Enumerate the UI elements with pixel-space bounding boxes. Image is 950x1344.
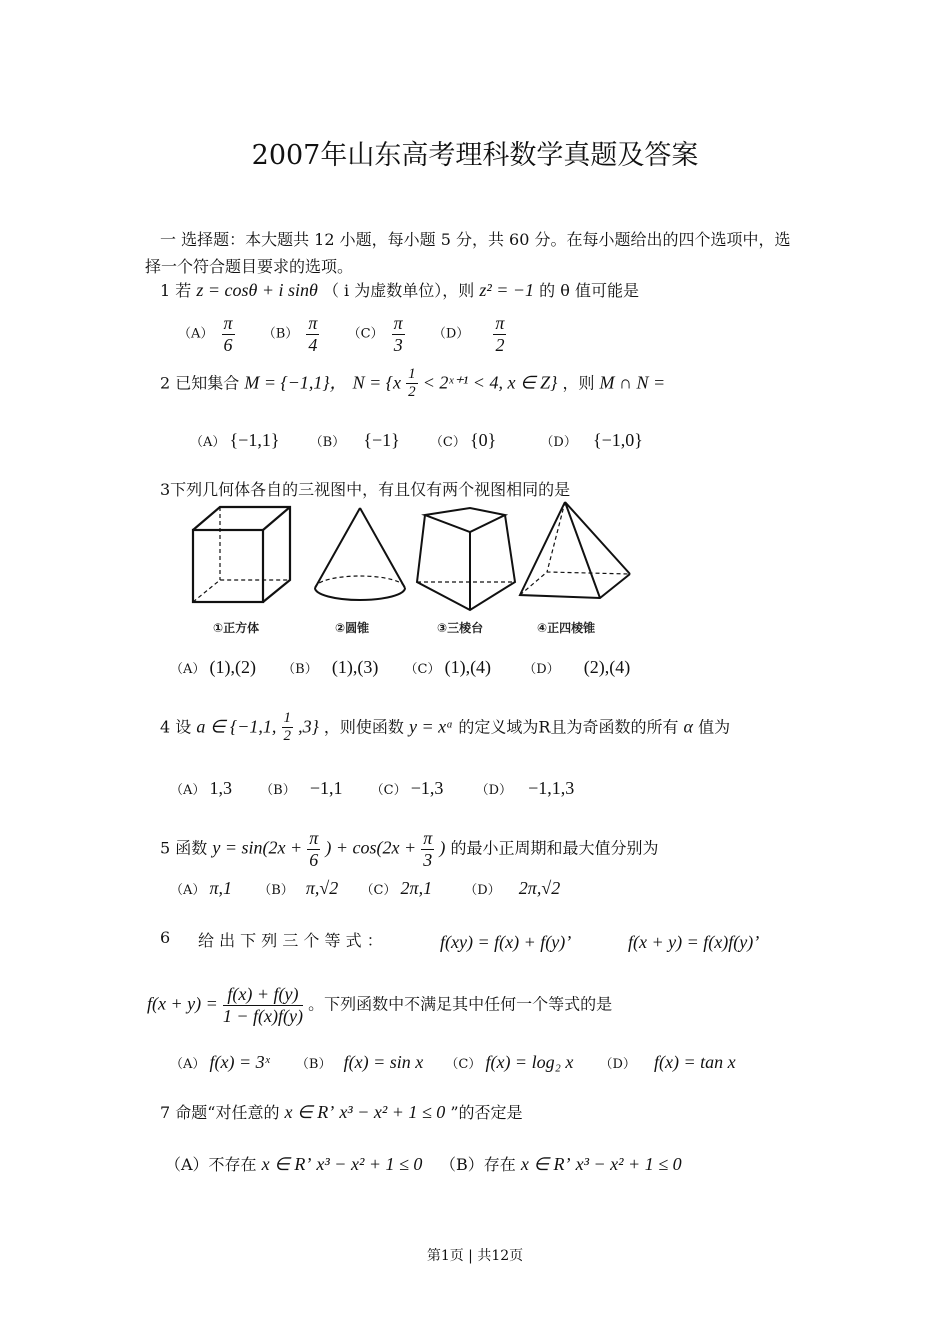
q1-option-b: $\frac{\pi}{4}$ [308,313,318,355]
cube-drawing [193,507,290,602]
q5-options [170,878,560,899]
q5-expr-b: ) + cos(2x + [325,837,417,858]
caption-frustum: ③三棱台 [437,621,484,635]
q2-number: 2 已知集合 [160,373,240,393]
q5-label-b: （B） [258,883,294,898]
q3-label-a: （A） [170,662,206,677]
q2-label-a: （A） [190,435,226,450]
q7-option-a-x: x ∈ R’ [261,1154,312,1174]
q4-label-b: （B） [260,783,296,798]
q2-set-n-post: < 2ˣ⁺¹ < 4, x ∈ Z} [422,372,558,393]
q3-option-a: (1),(2) [209,657,257,677]
q2-set-m: M = {−1,1}， [244,372,348,393]
q5-stem [160,828,658,870]
q1-label-d: （D） [432,326,470,342]
q4-option-b: −1,1 [309,778,343,798]
q7-label-a: （A）不存在 [165,1155,257,1174]
q1-label-a: （A） [178,326,214,342]
q5-expr-c: ) [439,837,446,858]
q3-options [170,657,630,678]
q6-eq3-line [147,984,612,1026]
q6-label-c: （C） [445,1057,482,1072]
q2-fraction: $\frac{1}{2}$ [408,366,416,401]
q3-label-c: （C） [404,662,441,677]
q5-option-d: 2π,√2 [518,878,561,898]
intro-line-1: 一 选择题：本大题共 12 小题，每小题 5 分，共 60 分。在每小题给出的四个选项中，选 [160,230,791,249]
q7-x: x ∈ R’ [284,1102,335,1122]
q6-stem: 给 出 下 列 三 个 等 式 ： [198,931,383,950]
q7-option-b [440,1152,682,1175]
q6-options [170,1052,736,1073]
q4-label-a: （A） [170,783,206,798]
q1-cond: z² = −1 [479,280,535,300]
q5-fraction-2: $\frac{\pi}{3}$ [423,828,433,870]
q1-expr: z = cosθ + i sinθ [196,280,318,300]
q7-option-b-x: x ∈ R’ [520,1154,571,1174]
q1-tail: 的 θ 值可能是 [539,281,639,300]
q6-eq3-lhs: f(x + y) = [147,993,218,1014]
q2-label-c: （C） [429,435,466,450]
caption-cone: ②圆锥 [335,621,370,635]
q7-stem [160,1100,523,1123]
q1-number: 1 若 [160,281,192,300]
q1-options [178,313,506,355]
q4-label-c: （C） [370,783,407,798]
q7-option-a [165,1152,422,1175]
q2-then: ，则 [562,373,595,393]
q2-options [190,430,643,451]
q3-label-d: （D） [523,662,560,677]
q4-alpha: α [683,716,693,737]
q4-stem [160,710,730,746]
q6-option-c: f(x) = log₂ x [485,1052,574,1072]
q5-number: 5 函数 [160,838,208,858]
q6-label-a: （A） [170,1057,206,1072]
q5-label-d: （D） [464,883,501,898]
q1-option-c: $\frac{\pi}{3}$ [393,313,403,355]
q7-label-b: （B）存在 [440,1155,516,1174]
q4-fraction: $\frac{1}{2}$ [283,710,291,745]
q7-option-b-ineq: x³ − x² + 1 ≤ 0 [575,1154,682,1174]
q3-option-d: (2),(4) [583,657,631,677]
q3-option-b: (1),(3) [331,657,379,677]
frustum-drawing [417,508,515,610]
q2-option-d: {−1,0} [592,430,643,450]
caption-pyramid: ④正四棱锥 [537,621,596,635]
q6-label-d: （D） [599,1057,636,1072]
pyramid-drawing [520,502,630,598]
q4-set-pre: a ∈ {−1,1, [196,716,277,737]
q4-options [170,778,574,799]
q4-func: y = xᵅ [409,716,454,737]
q5-option-c: 2π,1 [400,878,433,898]
q4-tail: 的定义域为R且为奇函数的所有 [458,717,679,737]
q3-option-c: (1),(4) [444,657,492,677]
q1-stem [160,278,639,301]
q3-solids-figure [185,500,635,645]
q1-option-d: $\frac{\pi}{2}$ [495,313,505,355]
q2-expr: M ∩ N = [599,372,666,393]
q6-number: 6 [160,928,171,947]
q1-label-b: （B） [262,326,299,342]
q7-ineq: x³ − x² + 1 ≤ 0 [339,1102,446,1122]
q1-option-a: $\frac{\pi}{6}$ [223,313,233,355]
page-title: 2007年山东高考理科数学真题及答案 [251,140,699,171]
q5-option-a: π,1 [209,878,233,898]
q6-option-a: f(x) = 3ˣ [209,1052,270,1072]
q4-end: 值为 [698,717,731,737]
q5-tail: 的最小正周期和最大值分别为 [450,838,659,858]
cone-drawing [315,508,405,600]
q4-label-d: （D） [475,783,512,798]
q2-option-c: {0} [469,430,497,450]
page-footer: 第1页 | 共12页 [426,1248,524,1264]
q7-option-a-ineq: x³ − x² + 1 ≤ 0 [316,1154,423,1174]
q3-stem: 3下列几何体各自的三视图中，有且仅有两个视图相同的是 [160,480,571,499]
q2-set-n-pre: N = {x [352,372,401,393]
q2-label-b: （B） [309,435,346,450]
q2-stem [160,366,665,402]
q4-option-a: 1,3 [209,778,233,798]
q1-label-c: （C） [347,326,384,342]
q4-mid: ，则使函数 [323,717,404,737]
q6-eq2: f(x + y) = f(x)f(y)’ [628,932,760,952]
q6-eq1: f(xy) = f(x) + f(y)’ [440,932,572,952]
q2-option-b: {−1} [363,430,400,450]
q6-eq3-fraction: $\frac{f(x) + f(y)}{1 - f(x)f(y)}$ [222,984,303,1026]
q7-tail: ”的否定是 [450,1103,523,1122]
q4-option-c: −1,3 [410,778,444,798]
q2-label-d: （D） [540,435,577,450]
q7-number: 7 命题“对任意的 [160,1103,280,1122]
q6-option-b: f(x) = sin x [343,1052,424,1072]
q5-label-c: （C） [360,883,397,898]
q6-option-d: f(x) = tan x [654,1052,736,1072]
q5-fraction-1: $\frac{\pi}{6}$ [309,828,319,870]
q3-label-b: （B） [282,662,318,677]
q5-option-b: π,√2 [305,878,339,898]
intro-line-2: 择一个符合题目要求的选项。 [145,257,354,276]
q1-paren: （ i 为虚数单位），则 [322,281,475,300]
q4-set-post: ,3} [298,716,319,737]
q6-tail: 。下列函数中不满足其中任何一个等式的是 [308,994,613,1014]
q5-expr-a: y = sin(2x + [212,837,303,858]
q6-label-b: （B） [295,1057,332,1072]
q5-label-a: （A） [170,883,206,898]
q4-number: 4 设 [160,717,192,737]
q4-option-d: −1,1,3 [528,778,575,798]
caption-cube: ①正方体 [213,621,260,635]
q2-option-a: {−1,1} [229,430,280,450]
